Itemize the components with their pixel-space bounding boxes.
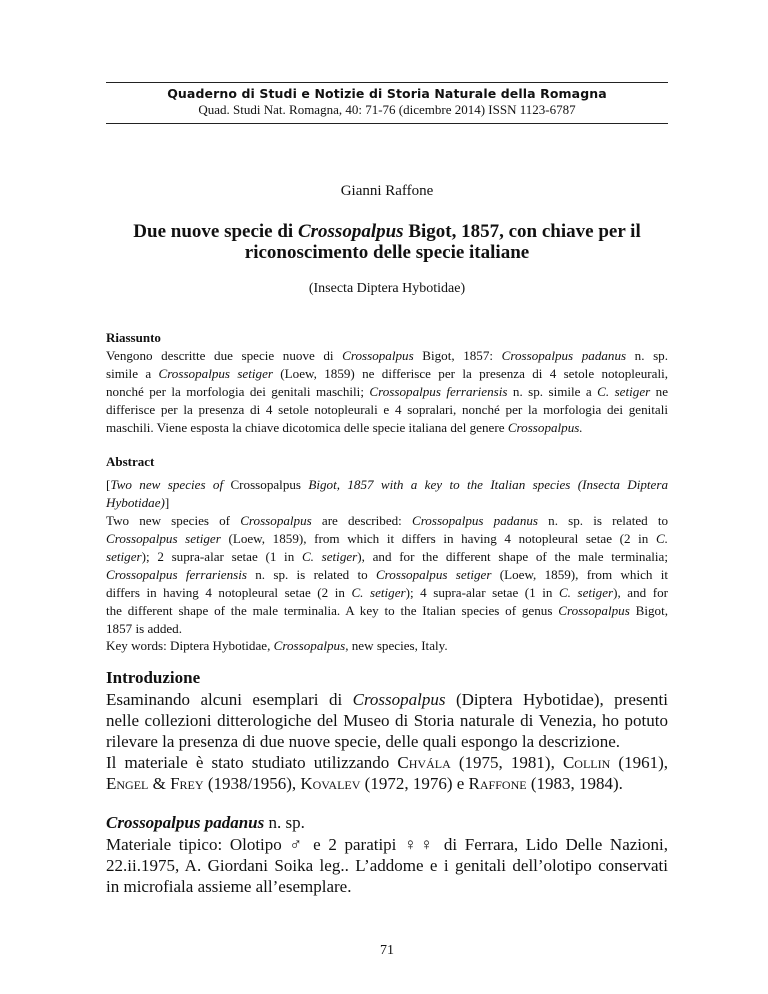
riassunto-heading: Riassunto <box>106 330 161 345</box>
introduzione-text: Esaminando alcuni esemplari di Crossopalpus (Diptera Hybotidae), presenti nelle collezioni ditterologiche del Museo di Storia naturale di Venezia, ho potuto rilevare la presenza di due nuove specie, delle quali espongo la descrizione. Il materiale è stato studiato utilizzando Chvála (1975, 1981), Collin (1961), Engel & Frey (1938/1956), Kovalev (1972, 1976) e Raffone (1983, 1984). <box>106 690 668 793</box>
article-title: Due nuove specie di Crossopalpus Bigot, 1857, con chiave per il riconoscimento delle specie italiane <box>133 221 641 263</box>
riassunto-text: Vengono descritte due specie nuove di Crossopalpus Bigot, 1857: Crossopalpus padanus n. sp. simile a Crossopalpus setiger (Loew, 1859) ne differisce per la presenza di 4 setole notopleurali, nonché per la morfologia dei genitali maschili; Crossopalpus ferrariensis n. sp. simile a C. setiger ne differisce per la presenza di 4 setole notopleurali e 4 sopralari, nonché per la morfologia dei genitali maschili. Viene esposta la chiave dicotomica delle specie italiana del genere Crossopalpus. <box>106 348 669 435</box>
header-bottom-rule <box>106 123 668 124</box>
author: Gianni Raffone <box>340 183 434 199</box>
header-top-rule <box>106 82 668 83</box>
genus-name: Crossopalpus <box>297 221 404 242</box>
introduzione-heading: Introduzione <box>106 668 201 687</box>
journal-citation: Quad. Studi Nat. Romagna, 40: 71-76 (dicembre 2014) ISSN 1123-6787 <box>198 102 576 117</box>
species-heading: Crossopalpus padanus n. sp. <box>106 813 305 832</box>
abstract-heading: Abstract <box>106 454 155 469</box>
page-number: 71 <box>380 943 394 958</box>
abstract-text: [Two new species of Crossopalpus Bigot, 1857 with a key to the Italian species (Insecta Diptera Hybotidae)] Two new species of Crossopalpus are described: Crossopalpus padanus n. sp. is related to Crossopalpus setiger (Loew, 1859), from which it differs in having 4 notopleural setae (2 in C. setiger); 2 supra-alar setae (1 in C. setiger), and for the different shape of the male terminalia; Crossopalpus ferrariensis n. sp. is related to Crossopalpus setiger (Loew, 1859), from which it differs in having 4 notopleural setae (2 in C. setiger); 4 supra-alar setae (1 in C. setiger), and for the different shape of the male terminalia. A key to the Italian species of genus Crossopalpus Bigot, 1857 is added. <box>106 477 669 636</box>
article-subtitle: (Insecta Diptera Hybotidae) <box>308 281 466 296</box>
journal-title: Quaderno di Studi e Notizie di Storia Naturale della Romagna <box>167 86 607 101</box>
keywords: Key words: Diptera Hybotidae, Crossopalpus, new species, Italy. <box>106 638 448 653</box>
species-material-text: Materiale tipico: Olotipo ♂ e 2 paratipi ♀♀ di Ferrara, Lido Delle Nazioni, 22.ii.1975, A. Giordani Soika leg.. L’addome e i genitali dell’olotipo conservati in microfiala assieme all’esemplare. <box>106 835 668 896</box>
